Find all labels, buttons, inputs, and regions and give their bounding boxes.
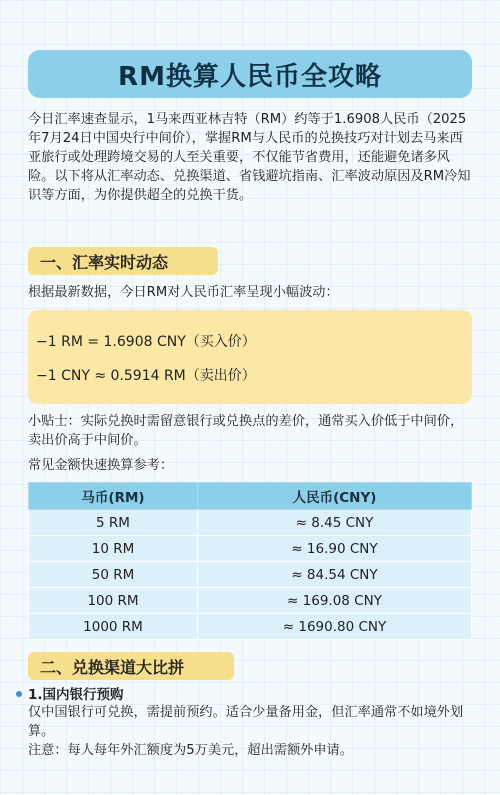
header-cny: 人民币(CNY) [198,483,472,510]
cell-cny: ≈ 84.54 CNY [198,562,472,588]
channel-desc-bank: 仅中国银行可兑换，需提前预约。适合少量备用金，但汇率通常不如境外划算。 [28,705,464,739]
table-row [29,588,472,614]
table-row [29,614,472,640]
section-heading-rates: 一、汇率实时动态 [28,247,218,275]
table-intro: 常见金额快速换算参考： [28,458,174,473]
section-heading-channels: 二、兑换渠道大比拼 [28,652,234,680]
cell-cny: ≈ 16.90 CNY [198,536,472,562]
table-header-row [29,483,472,510]
cell-rm: 10 RM [29,536,198,562]
cell-cny: ≈ 8.45 CNY [198,510,472,536]
cell-rm: 100 RM [29,588,198,614]
rate-description: 根据最新数据，今日RM对人民币汇率呈现小幅波动： [28,285,339,300]
table-row [29,510,472,536]
rate-box [28,310,472,404]
cell-cny: ≈ 1690.80 CNY [198,614,472,640]
channel-title-bank: 1.国内银行预购 [28,687,124,703]
cell-rm: 50 RM [29,562,198,588]
channel-note-bank: 注意：每人每年外汇额度为5万美元，超出需额外申请。 [28,743,353,758]
cell-cny: ≈ 169.08 CNY [198,588,472,614]
cell-rm: 1000 RM [29,614,198,640]
rate-sell: −1 CNY ≈ 0.5914 RM（卖出价） [36,368,256,384]
rate-buy: −1 RM = 1.6908 CNY（买入价） [36,334,256,350]
header-rm: 马币(RM) [29,483,198,510]
table-row [29,536,472,562]
tip-text: 小贴士：实际兑换时需留意银行或兑换点的差价，通常买入价低于中间价，卖出价高于中间价。 [28,414,464,448]
conversion-table [28,482,472,640]
cell-rm: 5 RM [29,510,198,536]
table-row [29,562,472,588]
intro-paragraph: 今日汇率速查显示，1马来西亚林吉特（RM）约等于1.6908人民币（2025年7月24日中国央行中间价），掌握RM与人民币的兑换技巧对计划去马来西亚旅行或处理跨境交易的人至关重要，不仅能节省费用，还能避免诸多风险。以下将从汇率动态、兑换渠道、省钱避坑指南、汇率波动原因及RM冷知识等方面，为你提供超全的兑换干货。 [28,112,471,203]
bullet-dot-icon [16,691,22,697]
page-title: RM换算人民币全攻略 [28,50,472,98]
